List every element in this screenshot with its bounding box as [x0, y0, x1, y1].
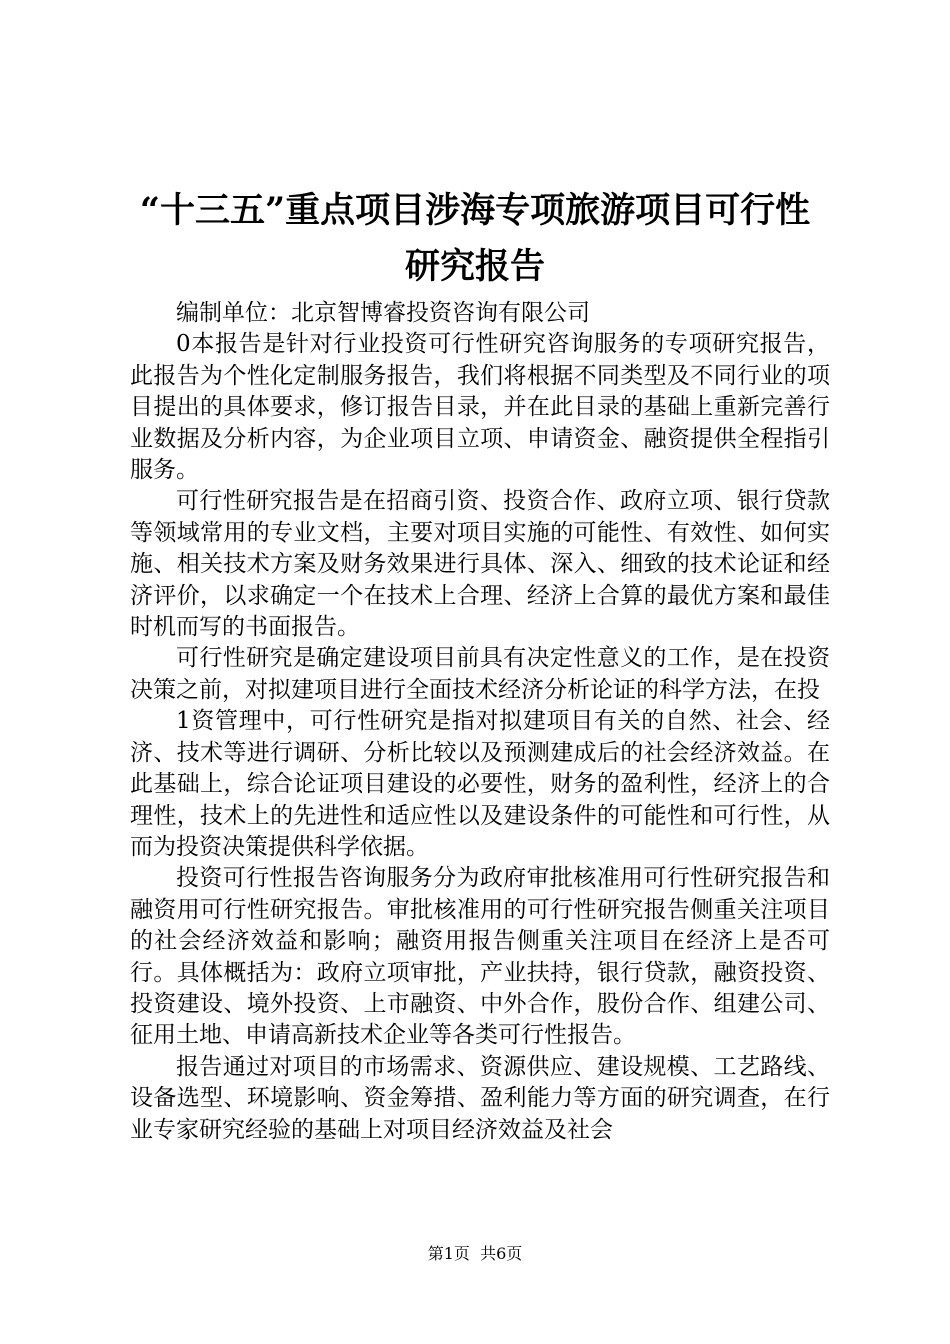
compiler-line: 编制单位：北京智博睿投资咨询有限公司: [176, 300, 590, 326]
document-title-line-1: “十三五”重点项目涉海专项旅游项目可行性: [139, 190, 811, 231]
page-number: 第1页 共6页: [427, 1244, 523, 1263]
body-paragraph: 0本报告是针对行业投资可行性研究咨询服务的专项研究报告，此报告为个性化定制服务报告，我们将根据不同类型及不同行业的项目提出的具体要求，修订报告目录，并在此目录的基础上重新完善行业数据及分析内容，为企业项目立项、申请资金、融资提供全程指引服务。: [130, 331, 830, 484]
body-paragraph: 1资管理中，可行性研究是指对拟建项目有关的自然、社会、经济、技术等进行调研、分析比较以及预测建成后的社会经济效益。在此基础上，综合论证项目建设的必要性，财务的盈利性，经济上的合理性，技术上的先进性和适应性以及建设条件的可能性和可行性，从而为投资决策提供科学依据。: [130, 708, 830, 860]
body-paragraph: 报告通过对项目的市场需求、资源供应、建设规模、工艺路线、设备选型、环境影响、资金筹措、盈利能力等方面的研究调查，在行业专家研究经验的基础上对项目经济效益及社会: [130, 1053, 830, 1143]
body-paragraph: 投资可行性报告咨询服务分为政府审批核准用可行性研究报告和融资用可行性研究报告。审批核准用的可行性研究报告侧重关注项目的社会经济效益和影响；融资用报告侧重关注项目在经济上是否可行。具体概括为：政府立项审批，产业扶持，银行贷款，融资投资、投资建设、境外投资、上市融资、中外合作，股份合作、组建公司、征用土地、申请高新技术企业等各类可行性报告。: [130, 865, 830, 1049]
body-paragraph: 可行性研究是确定建设项目前具有决定性意义的工作，是在投资决策之前，对拟建项目进行全面技术经济分析论证的科学方法，在投: [130, 645, 830, 703]
document-body: [130, 298, 830, 1146]
document-title-line-2: 研究报告: [404, 246, 545, 287]
page-footer: [0, 1244, 950, 1264]
body-paragraph: 可行性研究报告是在招商引资、投资合作、政府立项、银行贷款等领域常用的专业文档，主要对项目实施的可能性、有效性、如何实施、相关技术方案及财务效果进行具体、深入、细致的技术论证和经济评价，以求确定一个在技术上合理、经济上合算的最优方案和最佳时机而写的书面报告。: [130, 488, 830, 641]
